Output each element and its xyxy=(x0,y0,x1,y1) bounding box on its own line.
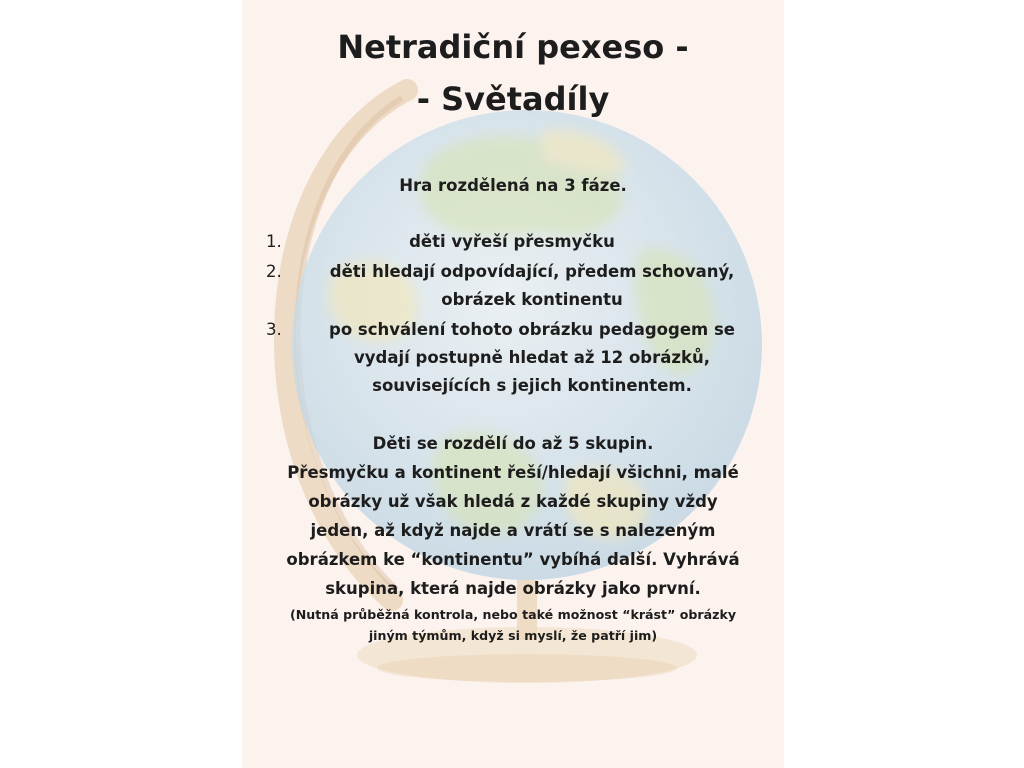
list-item-line: obrázek kontinentu xyxy=(441,290,623,309)
rules-line: skupina, která najde obrázky jako první. xyxy=(325,579,701,598)
note-line: jiným týmům, když si myslí, že patří jim) xyxy=(368,628,658,643)
title-line-1: Netradiční pexeso - xyxy=(337,28,689,66)
intro-text: Hra rozdělená na 3 fáze. xyxy=(399,176,627,195)
list-item-line: po schválení tohoto obrázku pedagogem se xyxy=(329,320,735,339)
document-page xyxy=(242,0,784,768)
rules-line: jeden, až když najde a vrátí se s nalezeným xyxy=(310,521,716,540)
list-item-number: 3. xyxy=(266,320,282,339)
list-item-number: 1. xyxy=(266,232,282,251)
list-item-line: děti hledají odpovídající, předem schovaný, xyxy=(329,262,735,281)
list-item-line: vydají postupně hledat až 12 obrázků, xyxy=(354,348,710,367)
title-line-2: - Světadíly xyxy=(416,80,610,118)
note-text xyxy=(242,604,784,646)
note-line: (Nutná průběžná kontrola, nebo také možnost “krást” obrázky xyxy=(289,607,737,622)
list-item-line: děti vyřeší přesmyčku xyxy=(409,232,615,251)
rules-line: Děti se rozdělí do až 5 skupin. xyxy=(372,434,654,453)
rules-line: obrázky už však hledá z každé skupiny vždy xyxy=(308,492,718,511)
list-item-line: souvisejících s jejich kontinentem. xyxy=(372,376,692,395)
list-item-number: 2. xyxy=(266,262,282,281)
rules-line: Přesmyčku a kontinent řeší/hledají všichni, malé xyxy=(287,463,739,482)
rules-line: obrázkem ke “kontinentu” vybíhá další. Vyhrává xyxy=(286,550,740,569)
